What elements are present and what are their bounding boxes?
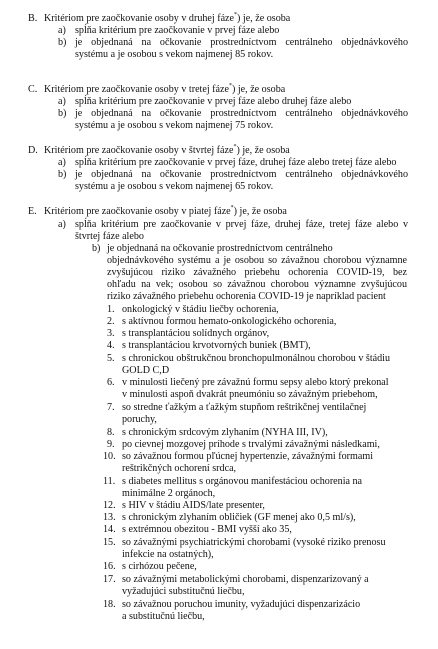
condition-item: onkologický v štádiu liečby ochorenia, [122, 304, 279, 315]
section-e-label: E. [28, 206, 37, 217]
section-e-b-line: objednávkového systému a je osobou so závažnou chorobou významne [107, 255, 407, 266]
section-c-b-line2: systému a je osobou s vekom najmenej 75 rokov. [75, 120, 274, 131]
section-b-a-text: spĺňa kritérium pre zaočkovanie v prvej fáze alebo [75, 25, 280, 36]
condition-number: 4. [107, 340, 115, 351]
condition-item: so závažnými metabolickými chorobami, dispenzarizovaný a [122, 574, 369, 585]
condition-item: v minulosti liečený pre závažnú formu sepsy alebo ktorý prekonal [122, 377, 389, 388]
condition-number: 18. [103, 599, 116, 610]
section-d-b-marker: b) [58, 169, 67, 180]
section-b-heading-tail: ) je, že osoba [237, 13, 291, 24]
footnote-marker: * [234, 11, 238, 18]
section-b-b-line1: je objednaná na očkovanie prostredníctvom centrálneho objednávkového [75, 37, 408, 48]
condition-number: 14. [103, 524, 116, 535]
condition-item: so závažnou formou pľúcnej hypertenzie, závažnými formami [122, 451, 374, 462]
section-d-label: D. [28, 145, 38, 156]
condition-number: 13. [103, 512, 116, 523]
section-e-b-marker: b) [92, 243, 101, 254]
section-e-b-line: zvyšujúcou riziko závažného priebehu ochorenia COVID-19, bez [107, 267, 407, 278]
condition-item: s HIV v štádiu AIDS/late presenter, [122, 500, 265, 511]
condition-item: s chronickým zlyhaním obličiek (GF menej ako 0,5 ml/s), [122, 512, 356, 523]
section-c-heading [44, 84, 285, 96]
condition-number: 1. [107, 304, 115, 315]
section-d-a-marker: a) [58, 157, 66, 168]
section-e-a-line2: štvrtej fáze alebo [75, 231, 144, 242]
section-b-heading [44, 13, 290, 25]
section-d-heading [44, 145, 290, 157]
condition-item-cont: reštrikčných ochorení srdca, [122, 463, 237, 474]
condition-number: 6. [107, 377, 115, 388]
condition-number: 12. [103, 500, 116, 511]
section-c-heading-text: Kritériom pre zaočkovanie osoby v tretej fáze [44, 84, 229, 95]
section-c-a-marker: a) [58, 96, 66, 107]
condition-item: s extrémnou obezitou - BMI vyšší ako 35, [122, 524, 292, 535]
condition-item: po cievnej mozgovej príhode s trvalými závažnými následkami, [122, 439, 380, 450]
section-e-a-line1: spĺňa kritérium pre zaočkovanie v prvej fáze, druhej fáze, tretej fáze alebo v [75, 219, 408, 230]
condition-number: 11. [103, 476, 116, 487]
condition-item: so stredne ťažkým a ťažkým stupňom reštrikčnej ventilačnej [122, 402, 367, 413]
section-e-b-line: riziko závažného priebehu ochorenia COVID-19 je napríklad pacient [107, 291, 386, 302]
section-e-b-line: ohľadu na vek; osobou so závažnou chorobou významne zvyšujúcou [107, 279, 407, 290]
footnote-marker: * [233, 143, 237, 150]
condition-item: s cirhózou pečene, [122, 561, 197, 572]
condition-item-cont: minimálne 2 orgánoch, [122, 488, 216, 499]
condition-item: s aktívnou formou hemato-onkologického ochorenia, [122, 316, 337, 327]
condition-item: s transplantáciou krvotvorných buniek (BMT), [122, 340, 311, 351]
condition-item-cont: vyžadujúci substitučnú liečbu, [122, 586, 245, 597]
section-b-heading-text: Kritériom pre zaočkovanie osoby v druhej fáze [44, 13, 235, 24]
condition-item-cont: poruchy, [122, 414, 157, 425]
condition-number: 16. [103, 561, 116, 572]
section-d-heading-text: Kritériom pre zaočkovanie osoby v štvrtej fáze [44, 145, 234, 156]
condition-number: 17. [103, 574, 116, 585]
condition-number: 15. [103, 537, 116, 548]
section-c-heading-tail: ) je, že osoba [231, 84, 286, 95]
section-c-b-marker: b) [58, 108, 67, 119]
section-d-a-text: spĺňa kritérium pre zaočkovanie v prvej fáze, druhej fáze alebo tretej fáze alebo [75, 157, 397, 168]
condition-item: s diabetes mellitus s orgánovou manifestáciou ochorenia na [122, 476, 363, 487]
section-e-b-line: je objednaná na očkovanie prostredníctvom centrálneho [107, 243, 333, 254]
section-b-b-marker: b) [58, 37, 67, 48]
section-e-a-marker: a) [58, 219, 66, 230]
section-e-heading-text: Kritériom pre zaočkovanie osoby v piatej fáze [44, 206, 231, 217]
footnote-marker: * [230, 204, 234, 211]
condition-number: 8. [107, 427, 115, 438]
section-e-heading-tail: ) je, že osoba [233, 206, 287, 217]
condition-number: 5. [107, 353, 115, 364]
section-d-b-line2: systému a je osobou s vekom najmenej 65 rokov. [75, 181, 274, 192]
condition-item: s transplantáciou solídnych orgánov, [122, 328, 270, 339]
condition-number: 10. [103, 451, 116, 462]
condition-number: 2. [107, 316, 115, 327]
condition-item: s chronickým srdcovým zlyhaním (NYHA III, IV), [122, 427, 328, 438]
section-c-a-text: spĺňa kritérium pre zaočkovanie v prvej fáze alebo druhej fáze alebo [75, 96, 352, 107]
condition-number: 3. [107, 328, 115, 339]
condition-number: 7. [107, 402, 115, 413]
condition-item: so závažnými psychiatrickými chorobami (vysoké riziko prenosu [122, 537, 386, 548]
section-e-heading [44, 206, 287, 218]
section-b-b-line2: systému a je osobou s vekom najmenej 85 rokov. [75, 49, 274, 60]
condition-item-cont: GOLD C,D [122, 365, 170, 376]
section-c-label: C. [28, 84, 38, 95]
section-c-b-line1: je objednaná na očkovanie prostredníctvom centrálneho objednávkového [75, 108, 408, 119]
condition-number: 9. [107, 439, 115, 450]
section-b-a-marker: a) [58, 25, 66, 36]
section-b-label: B. [28, 13, 38, 24]
condition-item-cont: v minulosti aspoň dvakrát pneumóniu so závažným priebehom, [122, 389, 378, 400]
section-d-heading-tail: ) je, že osoba [236, 145, 290, 156]
condition-item: so závažnou poruchou imunity, vyžadujúci dispenzarizácio [122, 599, 361, 610]
footnote-marker: * [228, 82, 232, 89]
section-d-b-line1: je objednaná na očkovanie prostredníctvom centrálneho objednávkového [75, 169, 408, 180]
condition-item-cont: infekcie na ostatných), [122, 549, 214, 560]
condition-item: s chronickou obštrukčnou bronchopulmonálnou chorobou v štádiu [122, 353, 391, 364]
condition-item-cont: a substitučnú liečbu, [122, 611, 205, 622]
